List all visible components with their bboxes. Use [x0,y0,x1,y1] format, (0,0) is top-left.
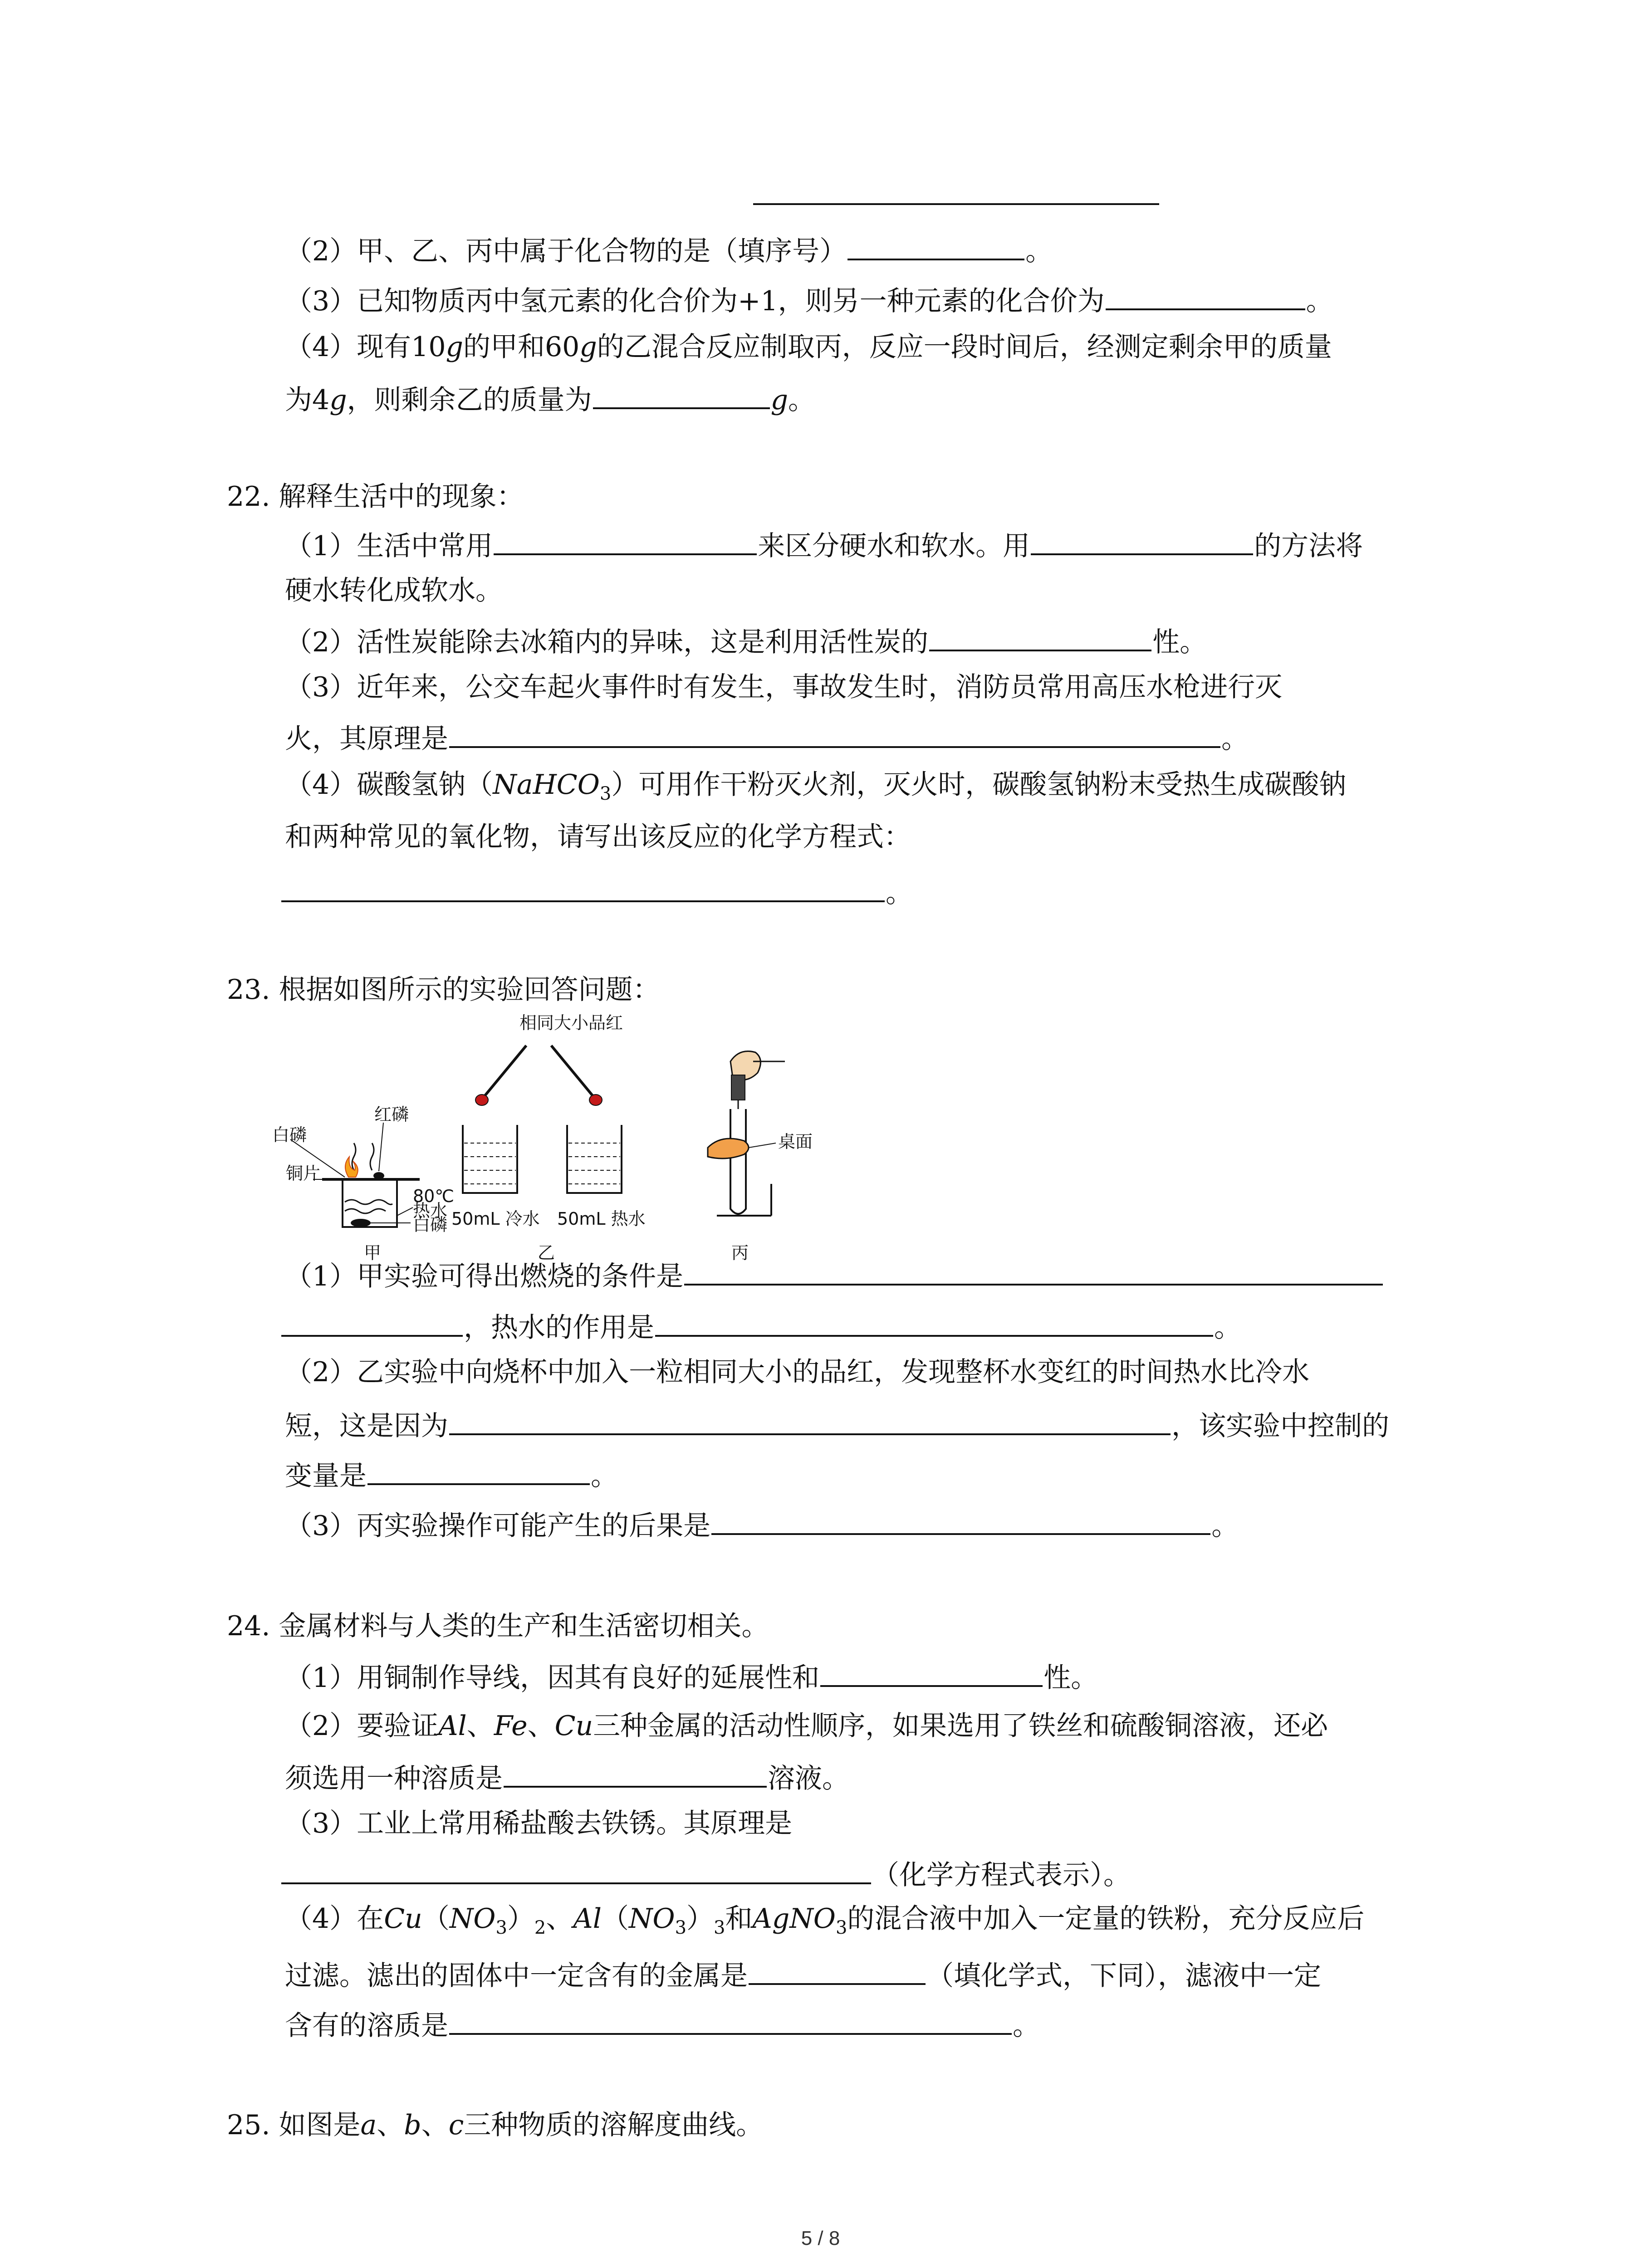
answer-blank[interactable] [593,385,770,409]
answer-blank[interactable] [847,236,1024,260]
label-red-phosphorus: 红磷 [374,1105,409,1124]
label-cold-water: 50mL 冷水 [451,1209,540,1229]
answer-blank[interactable] [504,1763,767,1788]
experiment-figure [272,1012,844,1266]
answer-blank[interactable] [1031,531,1253,555]
answer-blank[interactable] [494,531,757,555]
answer-blank[interactable] [711,1510,1210,1535]
q24-part3-line1: （3）工业上常用稀盐酸去铁锈。其原理是 [285,1808,793,1839]
label-copper-sheet: 铜片 [286,1163,321,1183]
apparatus-yi [451,1013,646,1263]
answer-blank[interactable] [655,1312,1213,1337]
q24-title: 24. 金属材料与人类的生产和生活密切相关。 [227,1610,769,1642]
q22-part2: （2）活性炭能除去冰箱内的异味，这是利用活性炭的 性。 [285,626,1207,658]
q21-part4-line1: （4）现有10g的甲和60g的乙混合反应制取丙，反应一段时间后，经测定剩余甲的质量 [285,331,1332,363]
q24-part2-line1: （2）要验证Al、Fe、Cu三种金属的活动性顺序，如果选用了铁丝和硫酸铜溶液，还必 [285,1710,1328,1742]
label-yi: 乙 [538,1243,555,1263]
label-hot-water: 热水 [413,1201,448,1221]
answer-blank[interactable] [449,2010,1012,2035]
q23-part2-line2: 短，这是因为 ，该实验中控制的 [285,1410,1389,1442]
q24-part4-line1: （4）在$Cu(NO_3)_2$、$Al(NO_3)_3$和AgNO$_3$的混合液中加入一定量的铁粉，充分反应后 [285,1903,1365,1938]
q22-part3-line1: （3）近年来，公交车起火事件时有发生，事故发生时，消防员常用高压水枪进行灭 [285,671,1283,703]
label-jia: 甲 [364,1243,382,1263]
answer-blank[interactable] [684,1261,1383,1286]
label-white-phosphorus: 白磷 [272,1125,307,1145]
answer-blank[interactable] [281,878,885,902]
answer-blank[interactable] [281,1312,463,1337]
q23-part1-line1: （1）甲实验可得出燃烧的条件是 [285,1261,1384,1290]
answer-blank[interactable] [1106,286,1305,310]
answer-blank[interactable] [367,1461,590,1485]
q23-part1-line2: ，热水的作用是 。 [280,1312,1241,1341]
q24-part4-line2: 过滤。滤出的固体中一定含有的金属是 （填化学式，下同），滤液中一定 [285,1960,1321,1992]
q21-part2: （2）甲、乙、丙中属于化合物的是（填序号） 。 [285,235,1053,267]
q22-part1-line1: （1）生活中常用 来区分硬水和软水。用 的方法将 [285,530,1363,562]
q22-part3-line2: 火，其原理是 。 [285,723,1249,755]
label-white-phosphorus-2: 白磷 [413,1215,448,1235]
answer-blank[interactable] [449,1411,1171,1435]
answer-blank[interactable] [749,1960,926,1985]
q22-part4-line2: 和两种常见的氧化物，请写出该反应的化学方程式： [285,821,911,853]
label-hot-water-50ml: 50mL 热水 [557,1209,646,1229]
q24-part1: （1）用铜制作导线，因其有良好的延展性和 性。 [285,1662,1098,1694]
q23-part2-line3: 变量是 。 [285,1460,618,1492]
apparatus-jia [272,1105,454,1263]
answer-blank[interactable] [449,723,1220,748]
q21-part4-line2: 为4g，则剩余乙的质量为 g。 [285,384,816,416]
q22-part4-line3: 。 [280,878,913,907]
answer-blank[interactable] [820,1662,1043,1687]
answer-blank[interactable] [929,627,1151,651]
q24-part2-line2: 须选用一种溶质是 溶液。 [285,1763,849,1794]
q22-part4-line1: （4）碳酸氢钠（NaHCO$_3$）可用作干粉灭火剂，灭火时，碳酸氢钠粉末受热生成碳酸钠 [285,769,1347,804]
answer-blank[interactable] [281,1860,871,1884]
label-80c: 80℃ [413,1186,455,1206]
q22-title: 22. 解释生活中的现象： [227,481,524,513]
q24-part4-line3: 含有的溶质是 。 [285,2010,1040,2042]
label-bing: 丙 [731,1243,749,1263]
q23-part2-line1: （2）乙实验中向烧杯中加入一粒相同大小的品红，发现整杯水变红的时间热水比冷水 [285,1356,1310,1388]
answer-blank-top[interactable] [753,203,1159,205]
label-desk: 桌面 [778,1132,813,1152]
page-number: 5 / 8 [801,2227,840,2249]
q23-part3: （3）丙实验操作可能产生的后果是 。 [285,1510,1239,1542]
q22-part1-line2: 硬水转化成软水。 [285,575,503,606]
apparatus-bing [708,1051,813,1263]
q23-title: 23. 根据如图所示的实验回答问题： [227,974,660,1006]
q21-part3: （3）已知物质丙中氢元素的化合价为+1，则另一种元素的化合价为 。 [285,285,1333,317]
label-same-size-pinhong: 相同大小品红 [519,1013,623,1033]
q25-title: 25. 如图是a、b、c三种物质的溶解度曲线。 [227,2109,764,2141]
q24-part3-line2: （化学方程式表示）。 [280,1860,1131,1889]
